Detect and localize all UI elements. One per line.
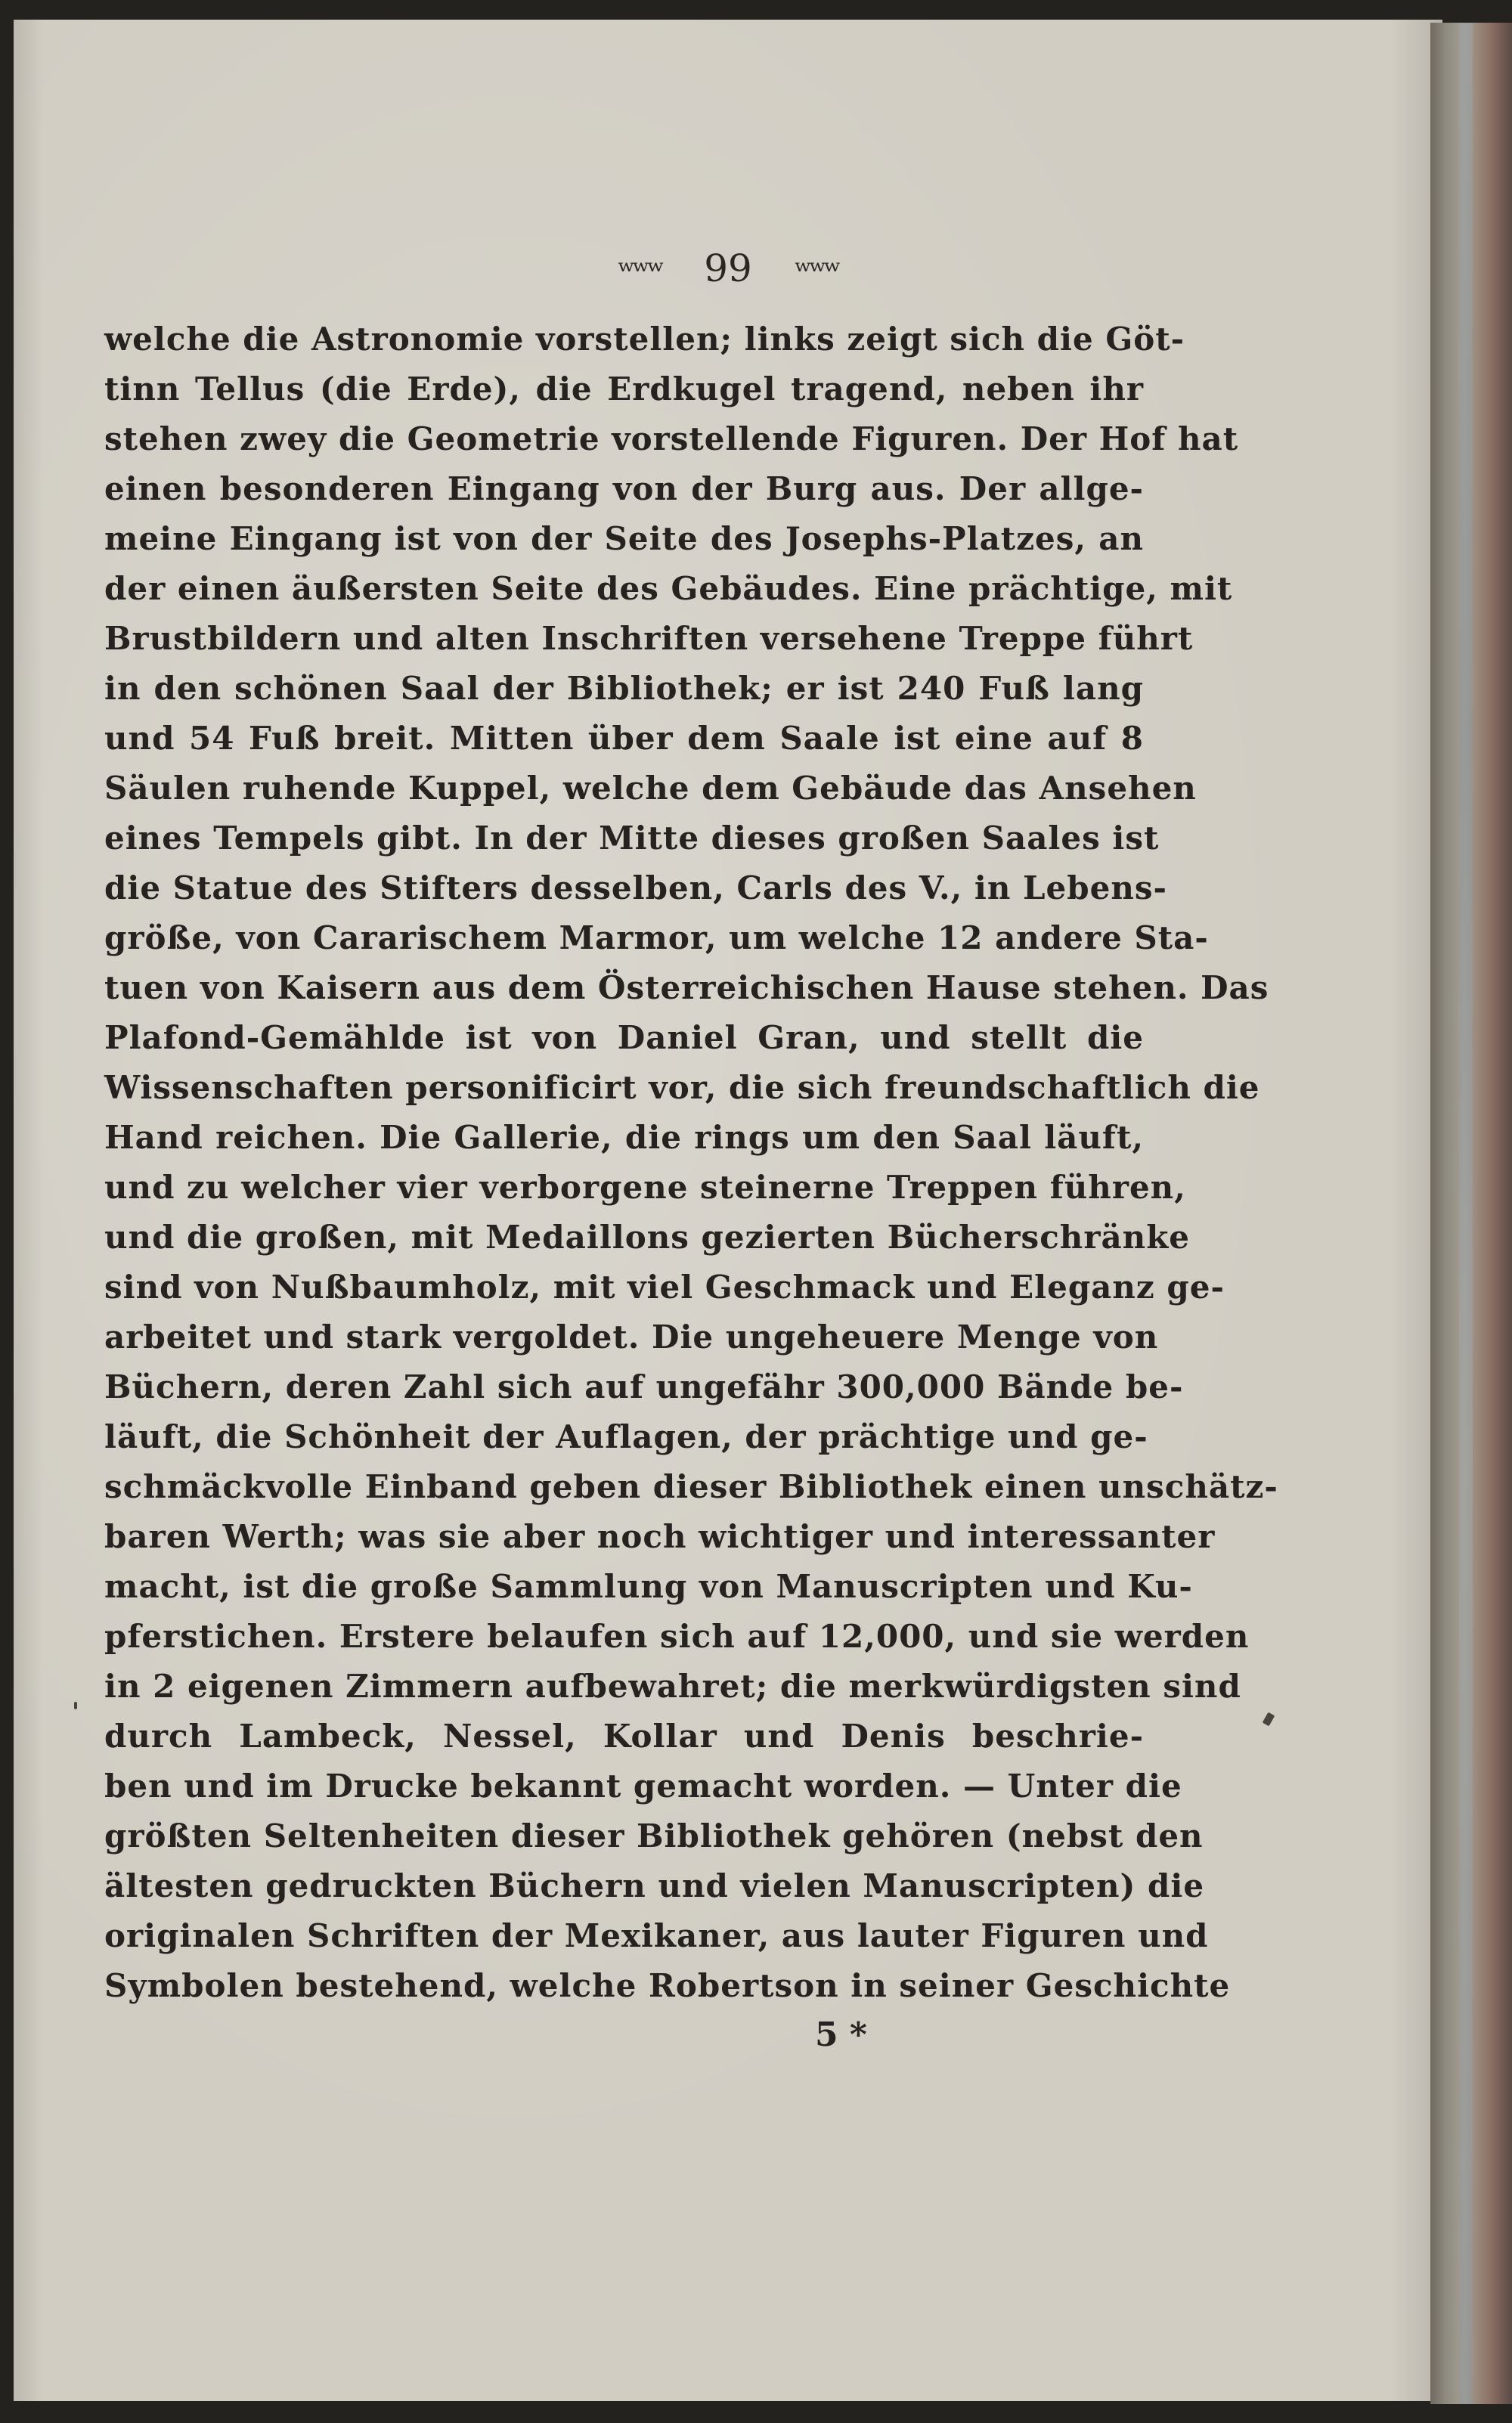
text-line: und zu welcher vier verborgene steinerne Treppen führen,: [104, 1169, 1186, 1206]
text-line: baren Werth; was sie aber noch wichtiger und interessanter: [104, 1518, 1216, 1555]
text-line: stehen zwey die Geometrie vorstellende Figuren. Der Hof hat: [104, 420, 1239, 457]
paper-speck: [74, 1702, 77, 1709]
text-line: und 54 Fuß breit. Mitten über dem Saale ist eine auf 8: [104, 720, 1144, 757]
text-line: und die großen, mit Medaillons gezierten Bücherschränke: [104, 1219, 1191, 1256]
text-line: Brustbildern und alten Inschriften versehene Treppe führt: [104, 620, 1194, 657]
edge-stripe: [1459, 23, 1473, 2404]
text-line: Plafond-Gemählde ist von Daniel Gran, und stellt die: [104, 1019, 1144, 1056]
page-number: 99: [704, 246, 752, 290]
text-line: in 2 eigenen Zimmern aufbewahret; die merkwürdigsten sind: [104, 1668, 1241, 1705]
ornament-right: ʷʷʷ: [794, 254, 838, 289]
text-line: Büchern, deren Zahl sich auf ungefähr 300,000 Bände be-: [104, 1368, 1184, 1405]
text-line: durch Lambeck, Nessel, Kollar und Denis beschrie-: [104, 1718, 1144, 1755]
text-line: größe, von Cararischem Marmor, um welche 12 andere Sta-: [104, 919, 1209, 956]
paper-speck: [1263, 1712, 1275, 1727]
text-line: pferstichen. Erstere belaufen sich auf 12,000, und sie werden: [104, 1618, 1250, 1655]
text-line: Säulen ruhende Kuppel, welche dem Gebäude das Ansehen: [104, 770, 1197, 807]
text-line: ältesten gedruckten Büchern und vielen Manuscripten) die: [104, 1867, 1205, 1904]
body-text: [104, 314, 1278, 2011]
ornament-left: ʷʷʷ: [618, 254, 662, 289]
text-line: meine Eingang ist von der Seite des Josephs-Platzes, an: [104, 520, 1144, 557]
text-line: originalen Schriften der Mexikaner, aus lauter Figuren und: [104, 1917, 1209, 1954]
text-line: macht, ist die große Sammlung von Manuscripten und Ku-: [104, 1568, 1193, 1605]
text-line: arbeitet und stark vergoldet. Die ungeheuere Menge von: [104, 1318, 1159, 1356]
text-line: läuft, die Schönheit der Auflagen, der prächtige und ge-: [104, 1418, 1148, 1455]
text-line: ben und im Drucke bekannt gemacht worden. — Unter die: [104, 1768, 1182, 1805]
text-line: schmäckvolle Einband geben dieser Bibliothek einen unschätz-: [104, 1468, 1278, 1505]
page-header: [14, 246, 1442, 290]
text-line: tinn Tellus (die Erde), die Erdkugel tragend, neben ihr: [104, 370, 1144, 407]
text-line: größten Seltenheiten dieser Bibliothek gehören (nebst den: [104, 1817, 1204, 1854]
text-line: Symbolen bestehend, welche Robertson in seiner Geschichte: [104, 1967, 1231, 2004]
text-line: die Statue des Stifters desselben, Carls des V., in Lebens-: [104, 869, 1167, 906]
text-line: eines Tempels gibt. In der Mitte dieses großen Saales ist: [104, 820, 1160, 857]
text-line: Hand reichen. Die Gallerie, die rings um den Saal läuft,: [104, 1119, 1144, 1156]
page-edge: [1430, 23, 1512, 2404]
book-page: [14, 20, 1442, 2401]
text-line: einen besonderen Eingang von der Burg aus. Der allge-: [104, 470, 1144, 507]
signature-mark: 5 *: [815, 2016, 867, 2054]
text-line: in den schönen Saal der Bibliothek; er ist 240 Fuß lang: [104, 670, 1144, 707]
text-line: Wissenschaften personificirt vor, die sich freundschaftlich die: [104, 1069, 1260, 1106]
text-line: der einen äußersten Seite des Gebäudes. Eine prächtige, mit: [104, 570, 1233, 607]
text-line: welche die Astronomie vorstellen; links zeigt sich die Göt-: [104, 321, 1185, 358]
text-line: tuen von Kaisern aus dem Österreichischen Hause stehen. Das: [104, 969, 1269, 1006]
text-line: sind von Nußbaumholz, mit viel Geschmack und Eleganz ge-: [104, 1269, 1225, 1306]
